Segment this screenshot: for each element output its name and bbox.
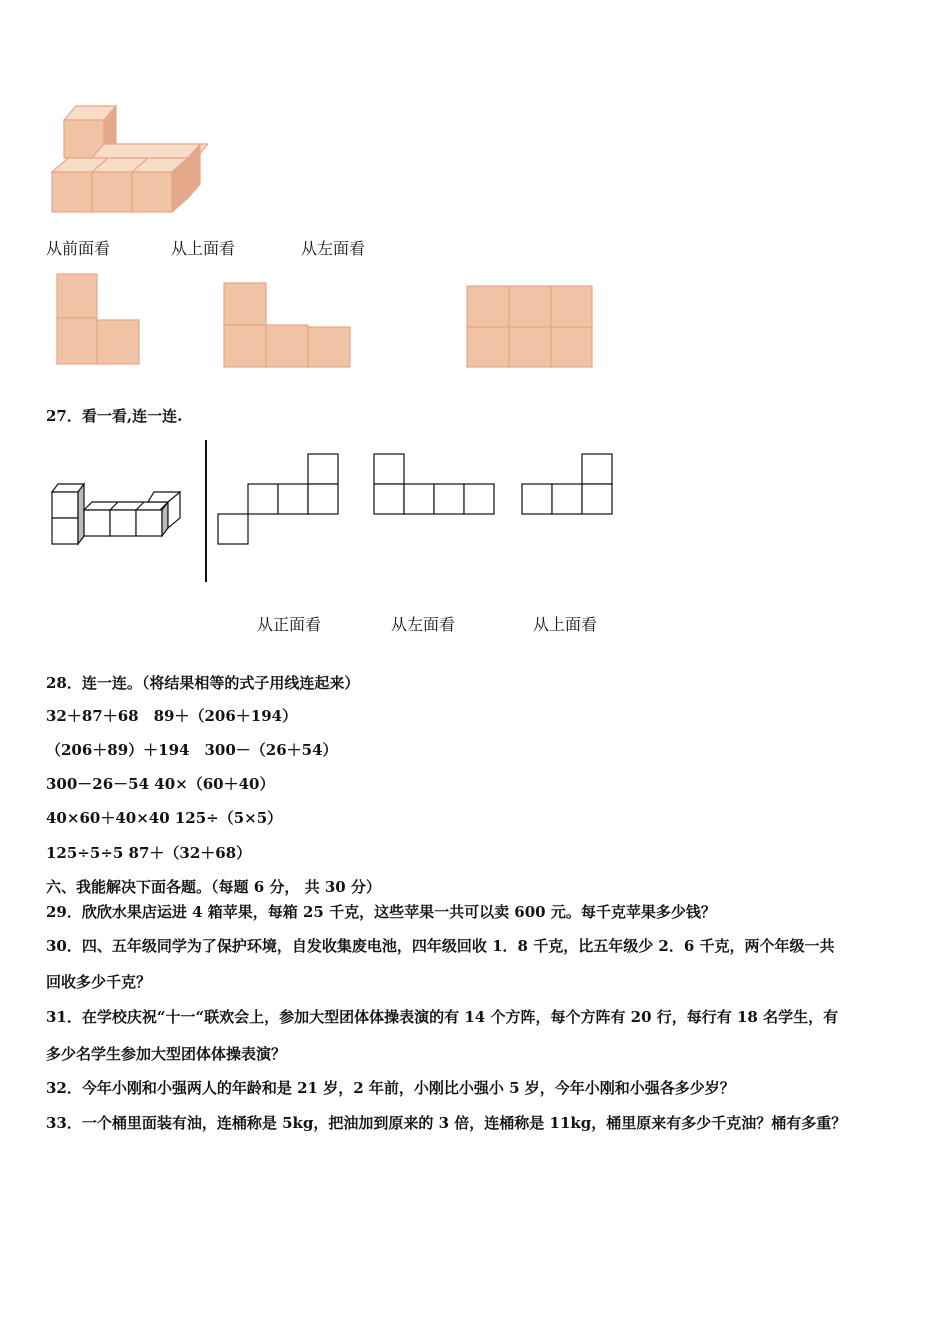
q28-expression-row: 125÷5÷5 87＋（32＋68） <box>46 844 252 862</box>
cube-stack-3d-figure <box>48 100 208 216</box>
view-label-top: 从上面看 <box>171 239 236 258</box>
q28-expression-row: （206＋89）＋194 300－（26＋54） <box>46 741 338 759</box>
q31-text-line1: 31．在学校庆祝“十一“联欢会上，参加大型团体体操表演的有 14 个方阵，每个方阵有 20 行，每行有 18 名学生，有 <box>46 1008 839 1026</box>
q28-expression-row: 40×60＋40×40 125÷（5×5） <box>46 809 283 827</box>
q30-text-line1: 30．四、五年级同学为了保护环境，自发收集废电池，四年级回收 1．8 千克，比五年级少 2．6 千克，两个年级一共 <box>46 937 835 955</box>
q33-text: 33．一个桶里面装有油，连桶称是 5kg，把油加到原来的 3 倍，连桶称是 11kg，桶里原来有多少千克油？桶有多重？ <box>46 1114 847 1132</box>
q27-view-c-shape <box>520 452 616 516</box>
q27-title: 27．看一看,连一连. <box>46 407 183 425</box>
q27-view-a-shape <box>216 452 342 546</box>
q27-divider-line <box>205 440 207 582</box>
top-view-shape <box>220 280 354 372</box>
section-6-title: 六、我能解决下面各题。（每题 6 分， 共 30 分） <box>46 878 381 896</box>
q28-expression-row: 32＋87＋68 89＋（206＋194） <box>46 707 298 725</box>
q28-expression-row: 300－26－54 40×（60＋40） <box>46 775 275 793</box>
q31-text-line2: 多少名学生参加大型团体体操表演？ <box>46 1045 287 1063</box>
front-view-shape <box>55 272 145 368</box>
q27-3d-figure <box>48 478 188 548</box>
left-view-shape <box>464 283 596 371</box>
q27-label-front: 从正面看 <box>257 615 322 634</box>
q30-text-line2: 回收多少千克？ <box>46 973 152 991</box>
view-label-left: 从左面看 <box>301 239 366 258</box>
q28-title: 28．连一连。（将结果相等的式子用线连起来） <box>46 674 360 692</box>
view-label-front: 从前面看 <box>46 239 111 258</box>
q32-text: 32．今年小刚和小强两人的年龄和是 21 岁，2 年前，小刚比小强小 5 岁，今年小刚和小强各多少岁？ <box>46 1079 735 1097</box>
q29-text: 29．欣欣水果店运进 4 箱苹果，每箱 25 千克，这些苹果一共可以卖 600 元。每千克苹果多少钱？ <box>46 903 716 921</box>
q27-view-b-shape <box>372 452 498 516</box>
q27-label-left: 从左面看 <box>391 615 456 634</box>
q27-label-top: 从上面看 <box>533 615 598 634</box>
